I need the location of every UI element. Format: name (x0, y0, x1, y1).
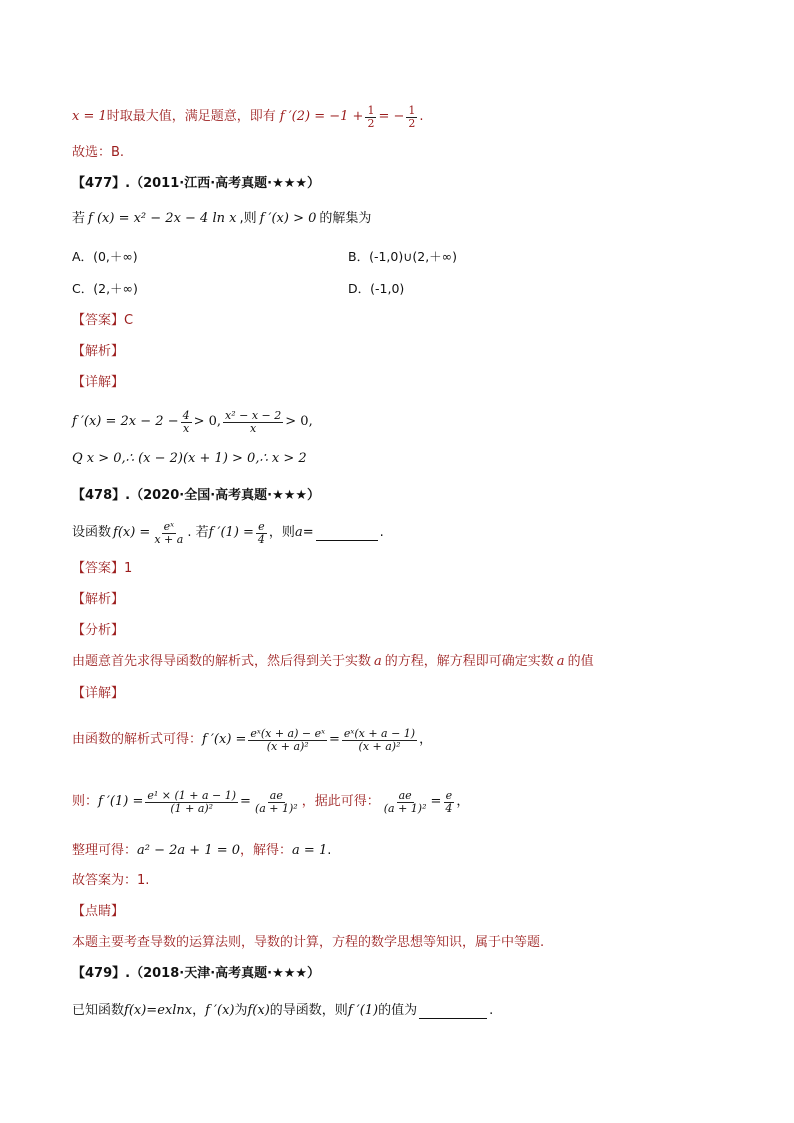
prev-choice: 故选：B. (72, 145, 125, 160)
fraction: $\frac{e}{4}$ (445, 788, 453, 815)
stem-math: f ′(1) = (208, 525, 254, 540)
fraction: $\frac{\text{x² − x − 2}}{x}$ (225, 408, 282, 435)
math-expr: = (329, 732, 340, 747)
final-answer-478: 故答案为：1. (72, 873, 150, 888)
math-expr: a = 1 (292, 843, 328, 858)
detail-step1-477 (72, 408, 313, 436)
stem-math: f ′(x) > 0 (259, 211, 317, 226)
math-expr: = (240, 794, 251, 809)
stem-math: f (x) = x² − 2x − 4 ln x (88, 211, 237, 226)
stem-text: 已知函数 (72, 1003, 125, 1018)
question-stem-478 (72, 518, 384, 548)
condition-math: x = 1 (72, 109, 107, 124)
math-expr: f ′(x) = (202, 732, 247, 747)
stem-math: f(x) (247, 1003, 270, 1018)
stem-text: 设函数 (72, 525, 112, 540)
fraction: $\frac{\text{e¹ × (1 + a − 1)}}{\text{(1 + a)²}}$ (147, 788, 237, 815)
stem-text: ， (192, 1003, 206, 1018)
step-text: ，据此可得： (301, 794, 380, 809)
stem-math: f ′(x) (205, 1003, 235, 1018)
detail-step1-478 (72, 720, 432, 760)
question-stem-479 (72, 1000, 493, 1022)
stem-math: f ′(1) (347, 1003, 379, 1018)
period: . (419, 109, 424, 124)
question-header-478: 【478】.（2020·全国·高考真题·★★★） (72, 488, 321, 503)
dianjing-label-478: 【点睛】 (72, 904, 125, 919)
math-expr: f ′(x) = 2x − 2 − (72, 414, 179, 429)
fraction: $\frac{4}{x}$ (182, 408, 190, 435)
detail-step2-477: Q x > 0,∴ (x − 2)(x + 1) > 0,∴ x > 2 (72, 451, 307, 466)
math-expr: a² − 2a + 1 = 0 (137, 843, 241, 858)
period: . (379, 525, 384, 540)
comma: ， (456, 794, 470, 809)
math-expr: > 0, (193, 414, 222, 429)
step-text: ，解得： (240, 843, 293, 858)
step-text: 则： (72, 794, 99, 809)
comma: ， (419, 732, 433, 747)
fraction: $\frac{1}{2}$ (408, 103, 416, 130)
period: . (327, 843, 332, 858)
fraction: $\frac{\text{eˣ(x + a) − eˣ}}{\text{(x + a)²}}$ (250, 726, 326, 753)
fraction: $\frac{ae}{\text{(a + 1)²}}$ (383, 788, 427, 815)
fraction: $\frac{\text{eˣ}}{x + a}$ (154, 519, 184, 546)
fraction: $\frac{\text{eˣ(x + a − 1)}}{\text{(x + a)²}}$ (343, 726, 416, 753)
question-header-477: 【477】.（2011·江西·高考真题·★★★） (72, 176, 321, 191)
fraction: $\frac{ae}{\text{(a + 1)²}}$ (254, 788, 298, 815)
analysis-label-477: 【解析】 (72, 344, 125, 359)
prev-solution-expr: f ′(2) = −1 + (279, 109, 364, 124)
equals-minus: = − (378, 109, 405, 124)
option-b[interactable]: B．(-1,0)∪(2,＋∞) (348, 249, 457, 264)
option-d[interactable]: D．(-1,0) (348, 281, 405, 296)
fenxi-label-478: 【分析】 (72, 623, 125, 638)
math-expr: f ′(1) = (98, 794, 144, 809)
stem-math: f(x)=exlnx (124, 1003, 193, 1018)
question-stem-477 (72, 208, 371, 230)
stem-text: 为 (234, 1003, 248, 1018)
period: . (489, 1003, 494, 1018)
answer-blank-479[interactable] (419, 1004, 487, 1019)
stem-text: . 若 (187, 525, 209, 540)
stem-text: 若 (72, 211, 86, 226)
detail-step3-478 (72, 840, 331, 862)
prev-solution-text: 时取最大值，满足题意，即有 (106, 109, 276, 124)
stem-text: ,则 (239, 211, 257, 226)
math-expr: > 0, (285, 414, 313, 429)
detail-step2-478 (72, 782, 469, 822)
step-text: 整理可得： (72, 843, 138, 858)
stem-text: 的导函数，则 (269, 1003, 348, 1018)
option-c[interactable]: C．(2,＋∞) (72, 281, 138, 296)
option-a[interactable]: A．(0,＋∞) (72, 249, 138, 264)
prev-solution-line (72, 103, 424, 130)
step-text: 由函数的解析式可得： (72, 732, 203, 747)
analysis-label-478: 【解析】 (72, 592, 125, 607)
fenxi-text-478: 由题意首先求得导函数的解析式，然后得到关于实数 a 的方程，解方程即可确定实数 a 的值 (72, 654, 594, 669)
stem-math: a (294, 525, 303, 540)
math-expr: = (430, 794, 442, 809)
summary-478: 本题主要考查导数的运算法则，导数的计算，方程的数学思想等知识，属于中等题. (72, 935, 545, 950)
detail-label-478: 【详解】 (72, 686, 125, 701)
answer-blank-478[interactable] (316, 526, 378, 541)
stem-text: 的解集为 (319, 211, 372, 226)
fraction: $\frac{1}{2}$ (367, 103, 375, 130)
stem-math: f(x) = (113, 525, 151, 540)
answer-478: 【答案】1 (72, 561, 133, 576)
stem-text: = (302, 525, 314, 540)
stem-text: 的值为 (378, 1003, 418, 1018)
question-header-479: 【479】.（2018·天津·高考真题·★★★） (72, 966, 321, 981)
detail-label-477: 【详解】 (72, 375, 125, 390)
fraction: $\frac{e}{4}$ (257, 519, 265, 546)
stem-text: ，则 (268, 525, 295, 540)
answer-477: 【答案】C (72, 313, 134, 328)
